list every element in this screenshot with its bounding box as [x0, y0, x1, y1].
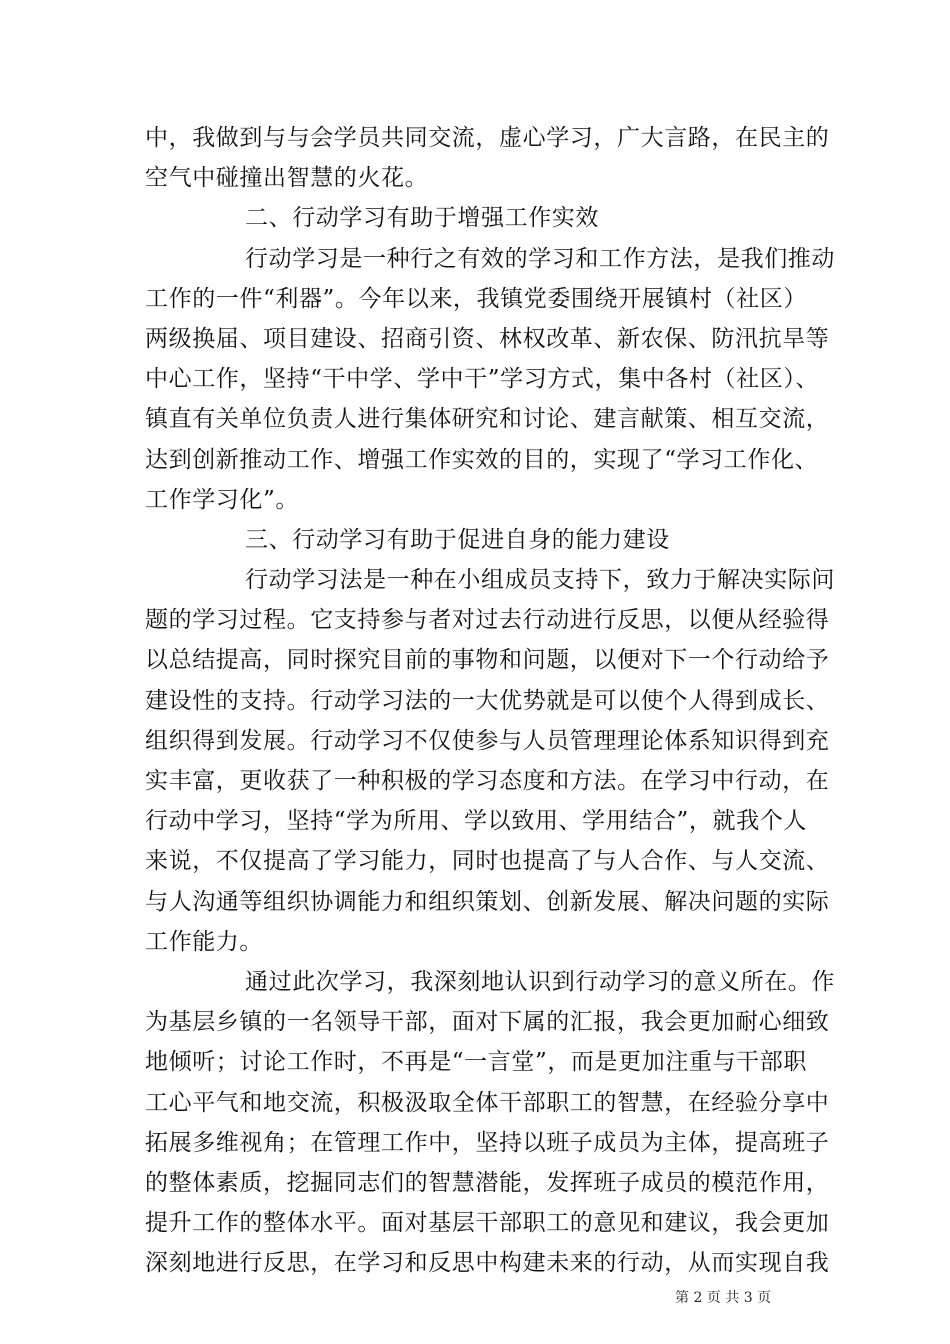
- paragraph-start: 行动学习法是一种在小组成员支持下，致力于解决实际问: [245, 567, 835, 594]
- text-line: 中，我做到与与会学员共同交流，虚心学习，广大言路，在民主的: [145, 125, 830, 151]
- text-line: 深刻地进行反思，在学习和反思中构建未来的行动，从而实现自我: [145, 1250, 830, 1277]
- text-line: 建设性的支持。行动学习法的一大优势就是可以使个人得到成长、: [145, 687, 830, 714]
- text-line: 拓展多维视角；在管理工作中，坚持以班子成员为主体，提高班子: [145, 1129, 830, 1156]
- text-line: 中心工作，坚持“干中学、学中干”学习方式，集中各村（社区）、: [145, 366, 820, 393]
- text-line: 工作学习化”。: [145, 486, 299, 513]
- text-line: 与人沟通等组织协调能力和组织策划、创新发展、解决问题的实际: [145, 888, 830, 915]
- text-line: 组织得到发展。行动学习不仅使参与人员管理理论体系知识得到充: [145, 727, 830, 754]
- paragraph-start: 通过此次学习，我深刻地认识到行动学习的意义所在。作: [245, 968, 835, 995]
- text-line: 为基层乡镇的一名领导干部，面对下属的汇报，我会更加耐心细致: [145, 1009, 830, 1036]
- section-heading-2: 二、行动学习有助于增强工作实效: [245, 205, 599, 232]
- page-number: 第 2 页 共 3 页: [675, 1290, 772, 1306]
- text-line: 来说，不仅提高了学习能力，同时也提高了与人合作、与人交流、: [145, 848, 830, 875]
- text-line: 两级换届、项目建设、招商引资、林权改革、新农保、防汛抗旱等: [145, 325, 830, 352]
- text-line: 工作能力。: [145, 928, 263, 955]
- text-line: 地倾听；讨论工作时，不再是“一言堂”，而是更加注重与干部职: [145, 1049, 807, 1076]
- paragraph-start: 行动学习是一种行之有效的学习和工作方法，是我们推动: [245, 245, 835, 272]
- body-text: [145, 118, 835, 1283]
- text-line: 达到创新推动工作、增强工作实效的目的，实现了“学习工作化、: [145, 446, 819, 473]
- text-line: 实丰富，更收获了一种积极的学习态度和方法。在学习中行动，在: [145, 768, 830, 794]
- text-line: 镇直有关单位负责人进行集体研究和讨论、建言献策、相互交流，: [145, 406, 830, 433]
- text-line: 工作的一件“利器”。今年以来，我镇党委围绕开展镇村（社区）: [145, 285, 807, 312]
- text-line: 题的学习过程。它支持参与者对过去行动进行反思，以便从经验得: [145, 607, 830, 634]
- text-line: 提升工作的整体水平。面对基层干部职工的意见和建议，我会更加: [145, 1210, 830, 1237]
- text-line: 空气中碰撞出智慧的火花。: [145, 165, 429, 192]
- text-line: 的整体素质，挖掘同志们的智慧潜能，发挥班子成员的模范作用，: [145, 1169, 830, 1196]
- text-line: 行动中学习，坚持“学为所用、学以致用、学用结合”，就我个人: [145, 808, 807, 835]
- section-heading-3: 三、行动学习有助于促进自身的能力建设: [245, 526, 670, 553]
- text-line: 工心平气和地交流，积极汲取全体干部职工的智慧，在经验分享中: [145, 1089, 830, 1116]
- text-line: 以总结提高，同时探究目前的事物和问题，以便对下一个行动给予: [145, 647, 830, 674]
